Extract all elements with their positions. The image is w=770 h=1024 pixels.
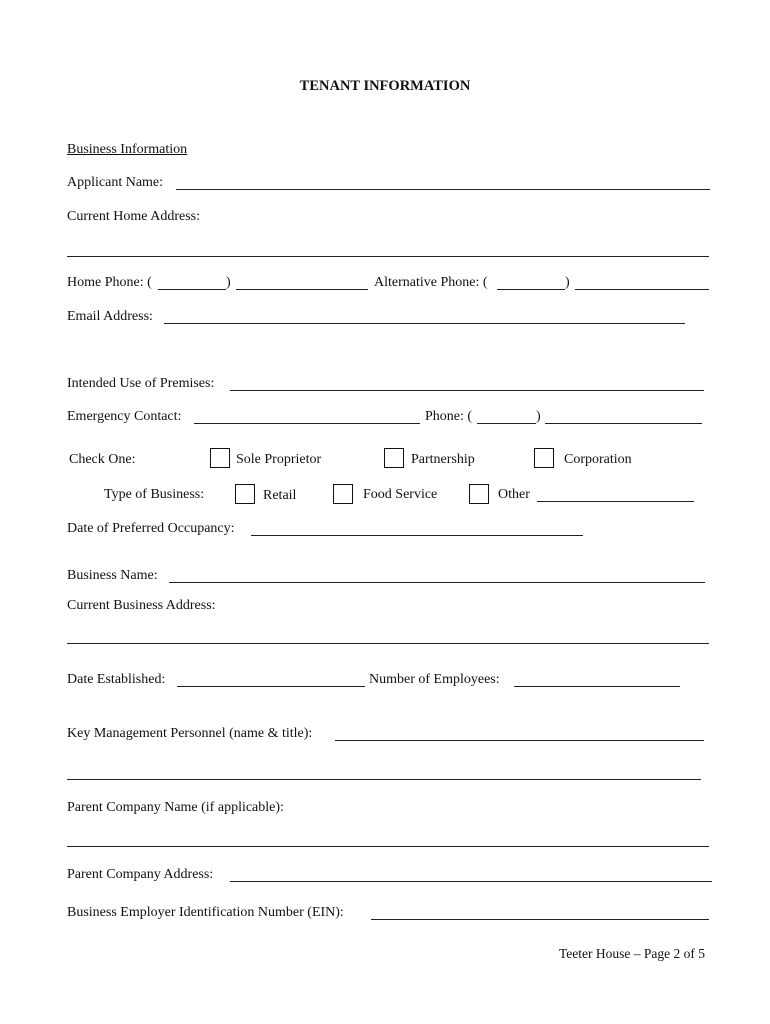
applicant-name-label: Applicant Name:	[67, 175, 164, 190]
business-name-field[interactable]	[169, 582, 705, 583]
emergency-phone-label: Phone: (	[425, 409, 473, 424]
retail-label: Retail	[263, 488, 297, 503]
date-established-field[interactable]	[177, 686, 365, 687]
type-of-business-label: Type of Business:	[104, 487, 205, 502]
ein-label: Business Employer Identification Number (EIN):	[67, 905, 344, 920]
section-heading: Business Information	[67, 142, 188, 157]
email-address-label: Email Address:	[67, 309, 153, 324]
parent-company-address-field[interactable]	[230, 881, 712, 882]
business-address-label: Current Business Address:	[67, 598, 216, 613]
other-checkbox[interactable]	[469, 484, 489, 504]
applicant-name-field[interactable]	[176, 189, 710, 190]
emergency-phone-number-field[interactable]	[545, 423, 702, 424]
intended-use-field[interactable]	[230, 390, 704, 391]
business-name-label: Business Name:	[67, 568, 158, 583]
sole-proprietor-checkbox[interactable]	[210, 448, 230, 468]
other-business-type-field[interactable]	[537, 501, 694, 502]
food-service-checkbox[interactable]	[333, 484, 353, 504]
home-phone-label: Home Phone: (	[67, 275, 152, 290]
partnership-checkbox[interactable]	[384, 448, 404, 468]
preferred-occupancy-field[interactable]	[251, 535, 583, 536]
home-phone-close-paren: )	[226, 275, 231, 290]
sole-proprietor-label: Sole Proprietor	[236, 452, 322, 467]
date-established-label: Date Established:	[67, 672, 166, 687]
page-footer: Teeter House – Page 2 of 5	[558, 946, 705, 961]
ein-field[interactable]	[371, 919, 709, 920]
other-label: Other	[498, 487, 530, 502]
number-of-employees-field[interactable]	[514, 686, 680, 687]
emergency-contact-field[interactable]	[194, 423, 420, 424]
alternative-phone-area-code-field[interactable]	[497, 289, 565, 290]
emergency-contact-label: Emergency Contact:	[67, 409, 182, 424]
business-address-field[interactable]	[67, 643, 709, 644]
home-address-field[interactable]	[67, 256, 709, 257]
key-personnel-label: Key Management Personnel (name & title):	[67, 726, 313, 741]
page-title: TENANT INFORMATION	[299, 78, 471, 94]
parent-company-address-label: Parent Company Address:	[67, 867, 214, 882]
alternative-phone-number-field[interactable]	[575, 289, 709, 290]
retail-checkbox[interactable]	[235, 484, 255, 504]
home-phone-number-field[interactable]	[236, 289, 368, 290]
key-personnel-field-continued[interactable]	[67, 779, 701, 780]
emergency-phone-area-code-field[interactable]	[477, 423, 536, 424]
parent-company-name-label: Parent Company Name (if applicable):	[67, 800, 284, 815]
corporation-label: Corporation	[564, 452, 632, 467]
partnership-label: Partnership	[411, 452, 475, 467]
home-phone-area-code-field[interactable]	[158, 289, 226, 290]
email-address-field[interactable]	[164, 323, 685, 324]
check-one-label: Check One:	[69, 452, 136, 467]
number-of-employees-label: Number of Employees:	[369, 672, 500, 687]
home-address-label: Current Home Address:	[67, 209, 200, 224]
intended-use-label: Intended Use of Premises:	[67, 376, 215, 391]
emergency-phone-close-paren: )	[536, 409, 541, 424]
alternative-phone-label: Alternative Phone: (	[374, 275, 488, 290]
preferred-occupancy-label: Date of Preferred Occupancy:	[67, 521, 235, 536]
key-personnel-field[interactable]	[335, 740, 704, 741]
food-service-label: Food Service	[363, 487, 438, 502]
parent-company-name-field[interactable]	[67, 846, 709, 847]
alternative-phone-close-paren: )	[565, 275, 570, 290]
corporation-checkbox[interactable]	[534, 448, 554, 468]
